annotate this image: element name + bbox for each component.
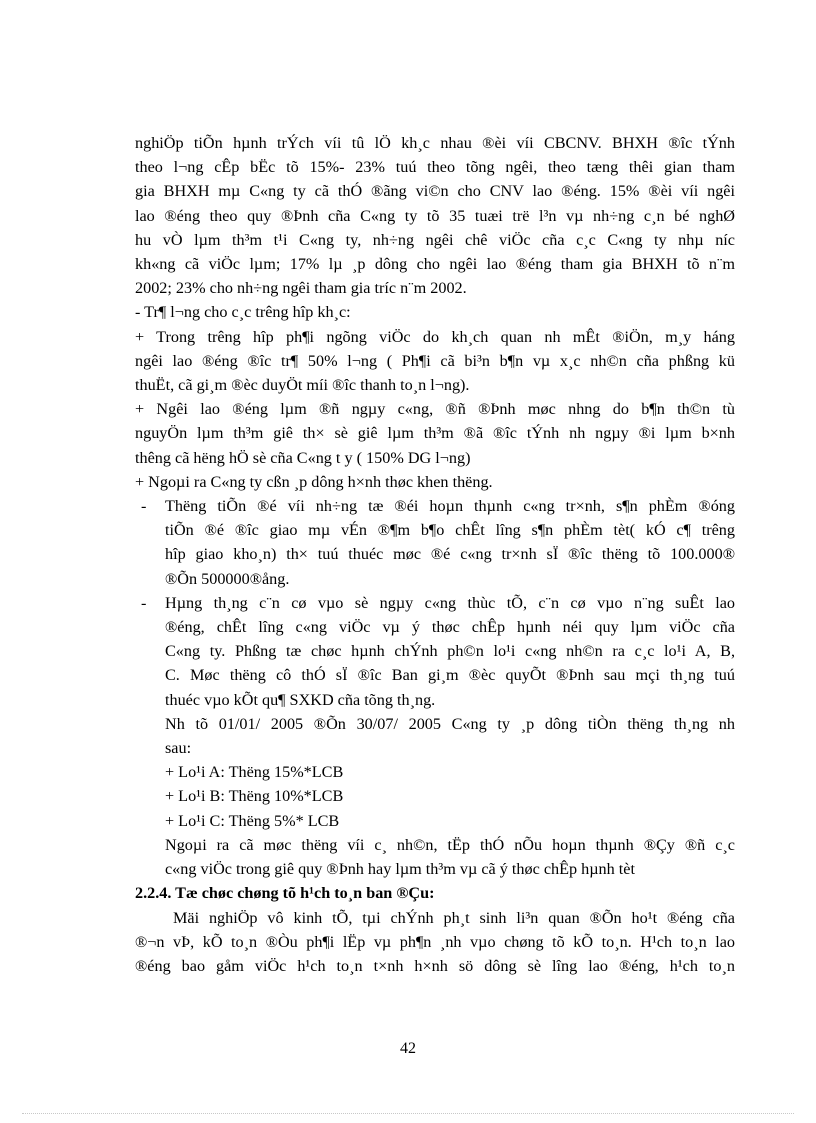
- bonus-class-b: + Lo¹i B: Thëng 10%*LCB: [165, 787, 344, 806]
- text-line: hîp giao kho¸n) th× tuú thuéc møc ®é c«ng tr×nh sÏ ®îc thëng tõ 100.000®: [165, 545, 735, 564]
- body-text: [135, 131, 735, 978]
- page-border: [22, 1113, 794, 1114]
- text-line: Hµng th¸ng c¨n cø vµo sè ngµy c«ng thùc tÕ, c¨n cø vµo n¨ng suÊt lao: [165, 593, 735, 612]
- text-line: Nh tõ 01/01/ 2005 ®Õn 30/07/ 2005 C«ng ty ¸p dông tiÒn thëng th¸ng nh: [165, 714, 735, 733]
- bonus-class-list: [135, 760, 735, 833]
- bullet-marker: -: [141, 497, 147, 516]
- bonus-class-c: + Lo¹i C: Thëng 5%* LCB: [165, 811, 340, 830]
- text-line: nguyÖn lµm th³m giê th× sè giê lµm th³m ®ã ®îc tÝnh nh ngµy ®i lµm b×nh: [135, 424, 735, 443]
- text-line: hu vÒ lµm th³m t¹i C«ng ty, nh÷ng ngêi chê viÖc cña c¸c C«ng ty nhµ níc: [135, 230, 735, 249]
- text-line: theo l¬ng cÊp bËc tõ 15%- 23% tuú theo tõng ngêi, theo tæng thêi gian tham: [135, 158, 735, 177]
- text-line: gia BHXH mµ C«ng ty cã thÓ ®ãng vi©n cho CNV lao ®éng. 15% ®èi víi ngêi: [135, 182, 735, 201]
- paragraph-extra-bonus: [135, 833, 735, 881]
- text-line: thuËt, cã gi¸m ®èc duyÖt míi ®îc thanh to¸n l¬ng).: [135, 376, 470, 395]
- paragraph-bonus-intro: + Ngoµi ra C«ng ty cßn ¸p dông h×nh thøc khen thëng.: [135, 472, 493, 491]
- subheading-other-cases: - Tr¶ l¬ng cho c¸c trêng hîp kh¸c:: [135, 303, 351, 322]
- paragraph-overtime: [135, 397, 735, 470]
- text-line: c«ng viÖc trong giê quy ®Þnh hay lµm th³m vµ cã ý thøc chÊp hµnh tèt: [165, 860, 635, 879]
- paragraph-bhxh: [135, 131, 735, 300]
- paragraph-accounting-docs: [135, 906, 735, 979]
- text-line: Thëng tiÕn ®é víi nh÷ng tæ ®éi hoµn thµnh c«ng tr×nh, s¶n phÈm ®óng: [165, 497, 735, 516]
- text-line: ®Õn 500000®ång.: [165, 569, 290, 588]
- bullet-monthly-bonus: [135, 591, 735, 712]
- bullet-marker: -: [141, 593, 147, 612]
- section-heading: 2.2.4. Tæ chøc chøng tõ h¹ch to¸n ban ®Çu:: [135, 884, 435, 903]
- bonus-class-a: + Lo¹i A: Thëng 15%*LCB: [165, 763, 344, 782]
- text-line: 2002; 23% cho nh÷ng ngêi tham gia tríc n¨m 2002.: [135, 279, 467, 298]
- text-line: + Ngêi lao ®éng lµm ®ñ ngµy c«ng, ®ñ ®Þnh møc nhng do b¶n th©n tù: [135, 400, 735, 419]
- text-line: lao ®éng theo quy ®Þnh cña C«ng ty tõ 35 tuæi trë l³n vµ nh÷ng c¸n bé nghØ: [135, 206, 735, 225]
- paragraph-bonus-example: [135, 712, 735, 760]
- bullet-progress-bonus: [135, 494, 735, 591]
- text-line: ngêi lao ®éng ®îc tr¶ 50% l¬ng ( Ph¶i cã bi³n b¶n vµ x¸c nh©n cña phßng kü: [135, 351, 735, 370]
- text-line: C«ng ty. Phßng tæ chøc hµnh chÝnh ph©n lo¹i c«ng nh©n ra c¸c lo¹i A, B,: [165, 642, 735, 661]
- text-line: thêng cã hëng hÖ sè cña C«ng t y ( 150% DG l¬ng): [135, 448, 471, 467]
- text-line: tiÕn ®é ®îc giao mµ vÉn ®¶m b¶o chÊt lîng s¶n phÈm tèt( kÓ c¶ trêng: [165, 521, 735, 540]
- text-line: sau:: [165, 739, 192, 758]
- text-line: ®¬n vÞ, kÕ to¸n ®Òu ph¶i lËp vµ ph¶n ¸nh vµo chøng tõ kÕ to¸n. H¹ch to¸n lao: [135, 932, 735, 951]
- text-line: C. Møc thëng cô thÓ sÏ ®îc Ban gi¸m ®èc quyÕt ®Þnh sau mçi th¸ng tuú: [165, 666, 735, 685]
- text-line: nghiÖp tiÕn hµnh trÝch víi tû lÖ kh¸c nhau ®èi víi CBCNV. BHXH ®îc tÝnh: [135, 134, 735, 152]
- text-line: ®éng bao gåm viÖc h¹ch to¸n t×nh h×nh sö dông sè lîng lao ®éng, h¹ch to¸n: [135, 956, 735, 975]
- text-line: ®éng, chÊt lîng c«ng viÖc vµ ý thøc chÊp hµnh néi quy lµm viÖc cña: [165, 618, 735, 637]
- paragraph-work-stoppage: [135, 325, 735, 398]
- text-line: thuéc vµo kÕt qu¶ SXKD cña tõng th¸ng.: [165, 690, 436, 709]
- text-line: kh«ng cã viÖc lµm; 17% lµ ¸p dông cho ngêi lao ®éng tham gia BHXH tõ n¨m: [135, 255, 735, 274]
- page-number: 42: [400, 1040, 416, 1057]
- text-line: Ngoµi ra cã møc thëng víi c¸ nh©n, tËp thÓ nÕu hoµn thµnh ®Çy ®ñ c¸c: [165, 835, 735, 854]
- text-line: Mäi nghiÖp vô kinh tÕ, tµi chÝnh ph¸t sinh li³n quan ®Õn ho¹t ®éng cña: [173, 908, 735, 927]
- text-line: + Trong trêng hîp ph¶i ngõng viÖc do kh¸ch quan nh mÊt ®iÖn, m¸y háng: [135, 327, 735, 346]
